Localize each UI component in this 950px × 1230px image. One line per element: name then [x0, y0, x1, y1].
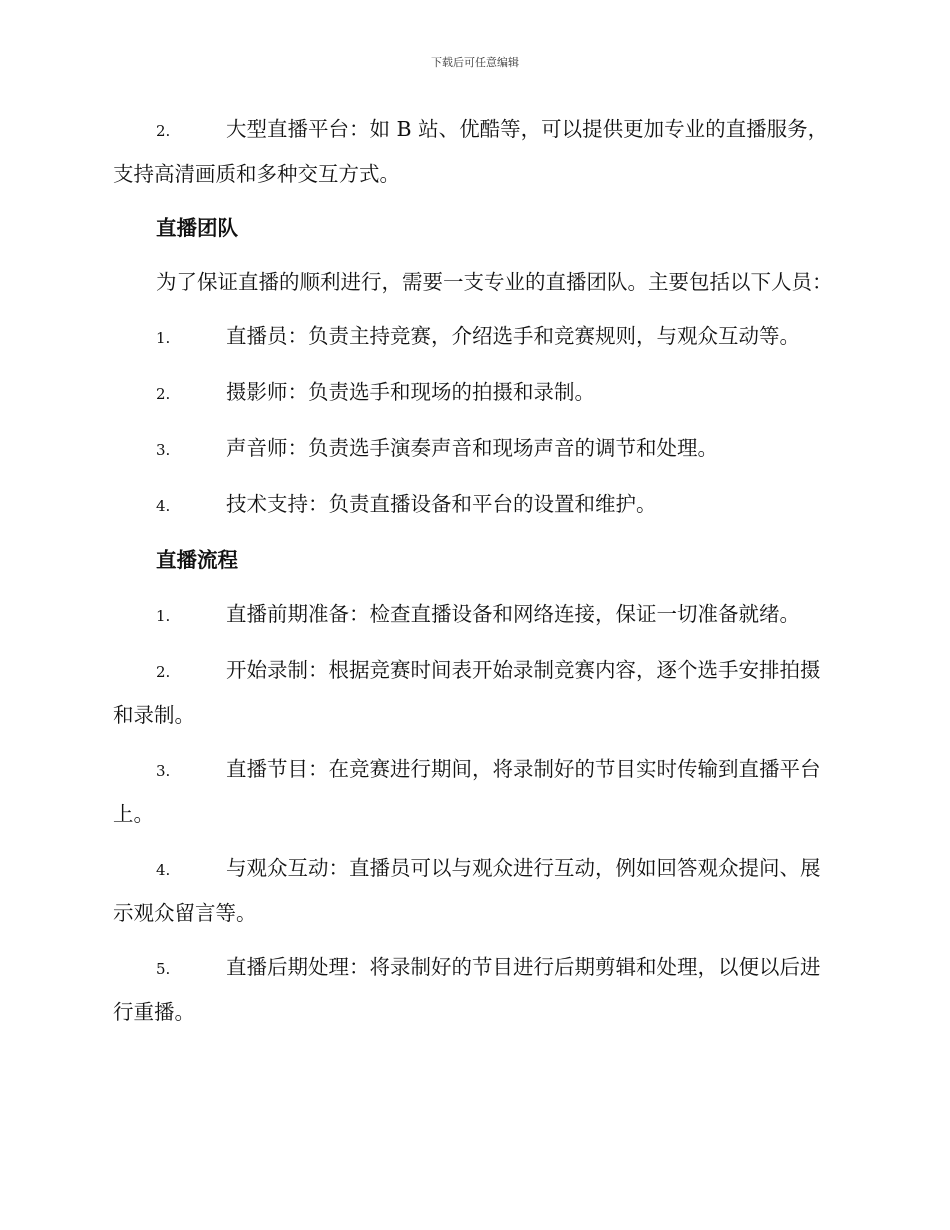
list-text: 声音师：负责选手演奏声音和现场声音的调节和处理。 — [226, 436, 718, 460]
list-text: 技术支持：负责直播设备和平台的设置和维护。 — [226, 492, 657, 516]
list-text: 与观众互动：直播员可以与观众进行互动，例如回答观众提问、展示观众留言等。 — [113, 856, 821, 925]
list-item — [113, 847, 838, 935]
section-heading: 直播流程 — [156, 548, 238, 572]
list-text: 直播后期处理：将录制好的节目进行后期剪辑和处理，以便以后进行重播。 — [113, 955, 821, 1024]
list-number: 2. — [156, 385, 171, 403]
page-header: 下载后可任意编辑 — [431, 56, 519, 69]
paragraph: 为了保证直播的顺利进行，需要一支专业的直播团队。主要包括以下人员： — [156, 270, 833, 294]
list-number: 5. — [156, 960, 171, 978]
list-item — [113, 108, 838, 196]
list-item — [113, 483, 838, 528]
list-item — [113, 427, 838, 472]
section-heading: 直播团队 — [156, 216, 238, 240]
list-number: 1. — [156, 607, 171, 625]
list-number: 3. — [156, 762, 171, 780]
list-item — [113, 946, 838, 1034]
list-number: 3. — [156, 441, 171, 459]
list-number: 4. — [156, 861, 171, 879]
list-text: 直播前期准备：检查直播设备和网络连接，保证一切准备就绪。 — [226, 602, 800, 626]
list-text: 摄影师：负责选手和现场的拍摄和录制。 — [226, 380, 595, 404]
list-number: 1. — [156, 329, 171, 347]
list-text: 大型直播平台：如 B 站、优酷等，可以提供更加专业的直播服务，支持高清画质和多种交互方式。 — [113, 117, 829, 186]
list-text: 开始录制：根据竞赛时间表开始录制竞赛内容，逐个选手安排拍摄和录制。 — [113, 658, 821, 727]
list-text: 直播员：负责主持竞赛，介绍选手和竞赛规则，与观众互动等。 — [226, 324, 800, 348]
document-body — [113, 108, 838, 1045]
list-item — [113, 315, 838, 360]
list-number: 2. — [156, 663, 171, 681]
list-item — [113, 748, 838, 836]
list-item — [113, 371, 838, 416]
list-item — [113, 593, 838, 638]
list-text: 直播节目：在竞赛进行期间，将录制好的节目实时传输到直播平台上。 — [113, 757, 821, 826]
list-item — [113, 649, 838, 737]
list-number: 2. — [156, 122, 171, 140]
list-number: 4. — [156, 497, 171, 515]
